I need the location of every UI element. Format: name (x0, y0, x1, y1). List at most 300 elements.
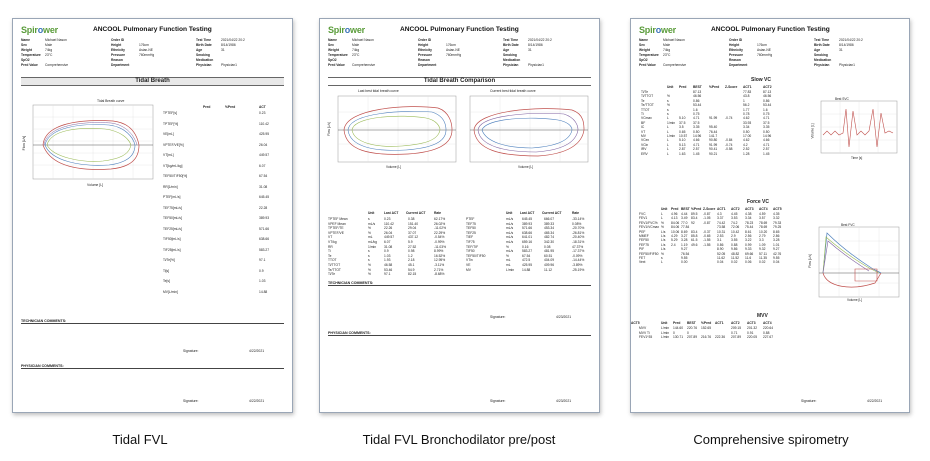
col-header: BEST (681, 207, 690, 211)
row-value: 14.88 (522, 267, 531, 272)
row-value: 67.54 (259, 174, 268, 178)
section-title: Tidal Breath (21, 77, 284, 86)
row-value: L/s (661, 234, 666, 238)
col-rate: Rate (434, 211, 442, 215)
row-value: 61.5 (691, 238, 698, 243)
row-value: 14.96 (693, 134, 702, 138)
col-header: Pred (671, 207, 679, 211)
row-label: MVV (639, 326, 647, 330)
row-value: 48.82 (731, 251, 740, 256)
row-value: 22.28 (259, 205, 268, 210)
caption-tidal-fvl: Tidal FVL (112, 432, 168, 447)
row-value: L (667, 147, 669, 152)
row-value: 151.40 (408, 221, 419, 226)
row-label: PTEF (466, 217, 475, 221)
row-value: L (667, 142, 669, 147)
row-value: mL (368, 235, 373, 240)
row-value: 83.4 (691, 229, 698, 234)
row-value: 8.69 (681, 229, 688, 234)
graph-y-label: Flow [L/s] (22, 135, 27, 151)
best-fvc-title: Best FVC (841, 223, 855, 227)
row-label: TIEF (466, 235, 474, 240)
row-value: s (368, 249, 370, 254)
row-value: 12.95% (434, 258, 446, 263)
row-label: MV (641, 134, 646, 138)
row-value: 4.59 (759, 212, 766, 216)
row-value: s (368, 253, 370, 258)
row-label: TPTEF[s] (163, 111, 177, 115)
row-value: s (661, 256, 663, 260)
best-fvc-graph (811, 221, 903, 309)
row-value: -14.44% (572, 258, 585, 263)
col-header: Z-Score (703, 207, 716, 211)
row-value: 449.57 (259, 153, 270, 157)
patient-header: Name Michael Nason Order ID Test Time 2021/04/22 20:2 Sex Male Height 176cm Birth Date 8/14/1986 Weight 74kg Ethnicity Asian-NE Age 31 Temperature 23°C Pressure 760mmHg Smoking SpO2 Reason Medication Pred Value Comprehensive Department Physician Physician1 (328, 38, 552, 67)
row-value: 465.34 (544, 230, 555, 235)
row-value: 571.66 (522, 226, 533, 231)
row-value: 79.25 (773, 225, 782, 230)
row-value: 425.95 (522, 263, 533, 267)
row-value: 209.15 (731, 326, 742, 330)
row-value: 97.1 (384, 272, 391, 277)
row-value: 1.01 (773, 242, 780, 247)
caption-comprehensive: Comprehensive spirometry (693, 432, 849, 447)
row-value: -0.74 (725, 116, 733, 121)
row-value: 62.17% (434, 217, 446, 221)
row-value: % (667, 103, 670, 108)
row-value: 583.27 (259, 247, 270, 252)
row-label: VT (328, 235, 333, 240)
col-header: ACT3 (745, 207, 754, 211)
row-value: 10.20 (759, 229, 768, 234)
row-value: mL (506, 263, 511, 267)
row-value: 52.05 (717, 251, 726, 256)
row-value: 42.76 (773, 251, 782, 256)
row-value: 1.09 (759, 242, 766, 247)
row-value: -3.89% (572, 263, 583, 267)
row-label: Ti/Te (328, 272, 336, 277)
row-value: 9.55 (681, 256, 688, 260)
row-value: 16.52% (434, 253, 446, 258)
technician-comments: TECHNICIAN COMMENTS: (328, 281, 591, 286)
row-value: -0.99% (434, 240, 445, 244)
col-header: %Pred (709, 85, 720, 89)
graph2-title: Current best tidal breath curve (490, 89, 536, 93)
row-value: L/min (506, 267, 515, 272)
slow-vc-title: Slow VC (751, 77, 772, 83)
row-label: Ti/Te[%] (163, 258, 175, 262)
signature-label: Signature: (490, 315, 506, 319)
row-label: VPTEF/VE[%] (163, 142, 184, 147)
col-header: ACT1 (743, 85, 752, 89)
col-header: ACT2 (731, 321, 740, 325)
row-value: 3.35 (763, 125, 770, 130)
row-value: 1.03 (259, 279, 266, 283)
row-value: 449.57 (384, 235, 395, 240)
col-header: Pred (679, 85, 687, 89)
row-value: 3.57 (759, 216, 766, 221)
row-value: mL/s (506, 230, 514, 235)
col-header: Unit (661, 321, 668, 325)
row-value: 14.88 (259, 289, 268, 294)
row-value: 645.45 (259, 195, 270, 199)
row-value: 0.08% (572, 221, 582, 226)
graph1-title: Last best tidal breath curve (358, 89, 399, 93)
row-value: 4.38 (745, 212, 752, 216)
graph2-x-label: Volume [L] (518, 165, 534, 169)
row-value: 3.5 (679, 125, 684, 130)
row-value: 2.71% (434, 267, 444, 272)
row-value: 8.65 (773, 229, 780, 234)
caption-bronchodilator: Tidal FVL Bronchodilator pre/post (362, 432, 556, 447)
fvc-x-label: Volume [L] (847, 298, 863, 302)
row-value: 409.96 (544, 263, 555, 267)
last-tidal-graph (328, 94, 460, 172)
row-value: 22.29% (434, 230, 446, 235)
row-value: 0.86 (693, 98, 700, 103)
row-label: FEV1*35 (639, 335, 653, 340)
row-value: 47.37% (572, 244, 584, 249)
row-value: -0.74 (725, 142, 733, 147)
col-header: ACT2 (763, 85, 772, 89)
signature-date: 4/22/2021 (867, 399, 883, 403)
col-header: Unit (667, 85, 674, 89)
row-value: 4.35 (773, 212, 780, 216)
row-value: 3.28 (773, 238, 780, 243)
row-value: 2.86 (773, 234, 780, 238)
row-value: 83.4 (691, 216, 698, 221)
row-value: 1.03 (384, 253, 391, 258)
row-value: 11.12 (544, 267, 553, 272)
row-value: 0.50 (693, 129, 700, 134)
row-value: 3.28 (681, 238, 688, 243)
row-label: VT (641, 129, 646, 134)
signature-label: Signature: (801, 399, 817, 403)
row-value: 216.76 (701, 335, 712, 340)
signature-date: 4/23/2021 (556, 315, 572, 319)
row-value: 49.6 (691, 242, 698, 247)
row-label: Te[s] (163, 279, 170, 283)
row-value: 0.02 (731, 260, 738, 265)
report-title: ANCOOL Pulmonary Function Testing (400, 26, 519, 33)
row-value: 4.71 (763, 142, 770, 147)
row-value: L/s (661, 247, 666, 252)
row-value: 46.56 (763, 94, 772, 99)
row-label: MMEF (639, 234, 649, 238)
row-label: VT/kg (328, 240, 337, 244)
row-value: 437.12 (408, 235, 419, 240)
signature-date-2: 4/23/2021 (556, 399, 572, 403)
row-label: Te (641, 98, 645, 103)
row-label: TTOT (328, 258, 337, 263)
row-value: mL/s (506, 249, 514, 254)
row-value: 1.45 (693, 151, 700, 156)
row-value: 2.57 (763, 147, 770, 152)
row-label: FEV1/VCmax (639, 225, 659, 230)
row-value: 3.53 (731, 216, 738, 221)
row-value: % (667, 94, 670, 99)
row-value: 87.13 (693, 90, 702, 94)
row-value: 17.00 (743, 134, 752, 138)
row-label: Te/TTOT (328, 267, 341, 272)
row-value: 8.90 (717, 247, 724, 252)
row-value: -20.40% (572, 235, 585, 240)
col-header: ACT4 (759, 207, 768, 211)
physician-comments: PHYSICIAN COMMENTS: (21, 364, 284, 369)
row-value: 481.95 (544, 249, 555, 254)
row-label: BF (641, 120, 646, 125)
row-value: 45.1 (408, 263, 415, 267)
row-value: 0.06 (745, 260, 752, 265)
row-value: 37.5 (693, 120, 700, 125)
best-svc-title: Best SVC (835, 97, 849, 101)
row-value: 0 (687, 330, 689, 335)
row-value: 26.02% (434, 221, 446, 226)
row-value: 10.42 (731, 229, 740, 234)
row-value: -1.55 (703, 238, 711, 243)
row-value: 11.62 (717, 256, 726, 260)
row-value: % (661, 251, 664, 256)
row-label: VE (466, 263, 471, 267)
row-value: 2.87 (679, 147, 686, 152)
row-value: 9.27 (681, 247, 688, 252)
row-value: 1.6 (763, 107, 768, 112)
col-header: Unit (661, 207, 668, 211)
row-value: 641.01 (522, 235, 533, 240)
row-value: s (368, 217, 370, 221)
row-value: 1.6 (693, 107, 698, 112)
row-value: 11.52 (731, 256, 740, 260)
row-value: 645.45 (522, 217, 533, 221)
row-value: 0.9 (259, 268, 264, 273)
signature-date: 4/22/2021 (249, 349, 265, 353)
row-value: 78.69 (759, 225, 768, 230)
row-value: 92 (691, 220, 695, 225)
col-current-act-r: Current ACT (542, 211, 562, 215)
row-value: 43.8 (743, 94, 750, 99)
row-value: 10.31 (717, 229, 726, 234)
col-header: ACT5 (773, 207, 782, 211)
row-value: 77.84 (681, 225, 690, 230)
row-value: 3.55 (731, 238, 738, 243)
row-value: 389.33 (544, 221, 555, 226)
row-value: 0.04 (717, 260, 724, 265)
row-value: 46.58 (384, 263, 393, 267)
row-label: TEF75 (466, 221, 476, 226)
row-value: L/min (661, 335, 670, 340)
row-value: % (506, 253, 509, 258)
row-value: -33.14% (572, 217, 585, 221)
row-value: -0.37 (703, 229, 711, 234)
row-label: Te (328, 253, 332, 258)
row-value: 1.77 (743, 107, 750, 112)
col-header: ACT4 (763, 321, 772, 325)
row-value: -0.84 (725, 138, 733, 143)
technician-comments: TECHNICIAN COMMENTS: (21, 319, 284, 324)
row-value: L (667, 116, 669, 121)
row-value: -17.37% (572, 249, 585, 254)
row-value: 0.23 (384, 217, 391, 221)
row-label: Ti (641, 112, 644, 116)
row-value: 5.10 (679, 138, 686, 143)
row-value: -8.68% (434, 272, 445, 277)
row-value: % (661, 225, 664, 230)
row-value: 638.66 (522, 230, 533, 235)
row-value: 22.26 (384, 226, 393, 231)
row-label: TPTEF Mean (328, 217, 348, 221)
row-value: 9.33 (745, 247, 752, 252)
row-value: 95.40 (709, 125, 718, 130)
row-label: TIF50 (466, 249, 475, 254)
col-rate-r: Rate (572, 211, 580, 215)
row-value: 220.05 (747, 335, 758, 340)
row-value: 4.71 (693, 116, 700, 121)
row-value: 425.95 (259, 132, 270, 136)
col-header: Pred (673, 321, 681, 325)
spirower-logo: Spirower (21, 25, 58, 35)
row-value: 404.09 (544, 258, 555, 263)
row-label: TIF50[mL/s] (163, 237, 181, 241)
row-value: 110.42 (259, 121, 269, 126)
row-value: 74.2 (731, 220, 738, 225)
row-value: % (661, 220, 664, 225)
row-value: s (667, 107, 669, 112)
force-vc-title: Force VC (747, 199, 769, 205)
row-value: 53.44 (693, 103, 702, 108)
row-value: 4.66 (763, 138, 770, 143)
row-value: 0.38 (408, 217, 415, 221)
row-value: -25.19% (572, 267, 585, 272)
row-value: L/min (661, 330, 670, 335)
spirower-logo: Spirower (328, 25, 365, 35)
row-label: VCin (641, 142, 649, 147)
patient-header: Name Michael Nason Order ID Test Time 2021/04/22 20:2 Sex Male Height 176cm Birth Date 8/14/1986 Weight 74kg Ethnicity Asian-NE Age 31 Temperature 23°C Pressure 760mmHg Smoking SpO2 Reason Medication Pred Value Comprehensive Department Physician Physician1 (21, 38, 245, 67)
row-value: 5.9 (408, 240, 413, 244)
row-label: Te/TTOT (641, 103, 654, 108)
row-value: 76.44 (709, 129, 718, 134)
row-value: % (368, 272, 371, 277)
svc-x-label: Time [s] (851, 156, 863, 160)
row-value: 1/min (368, 244, 377, 249)
row-value: -0.87 (703, 212, 711, 216)
section-title: Tidal Breath Comparison (328, 77, 591, 86)
row-label: VPEF Mean (328, 221, 346, 226)
row-value: L (667, 129, 669, 134)
row-value: 31.08 (259, 184, 268, 189)
row-label: IRV (641, 147, 647, 152)
col-header: %Pred (691, 207, 702, 211)
row-label: RR (328, 244, 333, 249)
row-label: MV[L/min] (163, 289, 178, 294)
row-label: TIF75 (466, 240, 475, 244)
row-label: PEF (639, 229, 646, 234)
row-value: mL/s (506, 221, 514, 226)
row-value: 27.52 (408, 244, 417, 249)
row-value: 0.23 (259, 111, 266, 115)
row-value: -20.70% (572, 226, 585, 231)
row-value: 0.9 (384, 249, 389, 254)
row-value: L/min (667, 134, 676, 138)
row-value: L/s (661, 229, 666, 234)
row-value: s (667, 112, 669, 116)
row-value: 53.46 (384, 267, 393, 272)
row-value: L (667, 138, 669, 143)
row-value: mL/s (506, 235, 514, 240)
row-label: MV (466, 267, 471, 272)
graph-title: Tidal Breath curve (97, 99, 125, 103)
row-label: VCmax (641, 116, 652, 121)
row-value: 482.74 (544, 235, 555, 240)
row-value: -1.05 (703, 216, 711, 221)
row-value: 2.53 (717, 234, 724, 238)
row-value: mL/kg (368, 240, 377, 244)
row-label: MVV Ti (639, 330, 650, 335)
row-label: TPTEF/TE (328, 226, 344, 231)
col-act: ACT (259, 105, 266, 109)
row-value: 75.44 (745, 225, 754, 230)
row-value: 141.7 (709, 134, 718, 138)
col-unit-r: Unit (506, 211, 513, 215)
col-header: BEST (693, 85, 702, 89)
row-label: TEF/TIF (466, 244, 479, 249)
row-label: FEF50 (639, 238, 649, 243)
row-value: 84.06 (671, 220, 680, 225)
row-label: TEF50/TIF50[%] (163, 174, 188, 178)
row-value: 0.91 (747, 330, 754, 335)
svc-y-label: Volume [L] (810, 123, 815, 139)
row-value: 26.04 (259, 142, 268, 147)
row-value: 3.32 (773, 216, 780, 221)
row-value: 26.04 (384, 230, 393, 235)
row-value: 0.75 (763, 112, 770, 116)
patient-header: Name Michael Nason Order ID Test Time 2021/04/22 20:2 Sex Male Height 176cm Birth Date 8/14/1986 Weight 74kg Ethnicity Asian-NE Age 31 Temperature 23°C Pressure 760mmHg Smoking SpO2 Reason Medication Pred Value Comprehensive Department Physician Physician1 (639, 38, 863, 67)
row-value: 1.19 (681, 242, 688, 247)
col-header: ACT1 (717, 207, 726, 211)
row-value: 3.1 (717, 238, 722, 243)
row-value: 91.99 (709, 142, 718, 147)
row-label: FEV1/FVC% (639, 220, 658, 225)
row-value: L (661, 216, 663, 221)
row-value: 4.96 (671, 212, 678, 216)
signature-label: Signature: (183, 349, 199, 353)
report-comprehensive-spirometry (630, 18, 910, 413)
row-value: 77.0 (681, 220, 688, 225)
row-value: 3.27 (681, 234, 688, 238)
col-header: ACT5 (631, 321, 640, 325)
row-value: 659.16 (522, 240, 533, 244)
col-unit: Unit (368, 211, 375, 215)
row-value: 342.30 (544, 240, 555, 244)
col-last-act: Last ACT (384, 211, 399, 215)
row-value: 8.61 (745, 229, 752, 234)
row-value: 2.57 (693, 147, 700, 152)
row-value: 5.29 (671, 238, 678, 243)
row-value: 207.89 (731, 335, 742, 340)
row-value: 9.55 (773, 256, 780, 260)
row-value: mL (506, 258, 511, 263)
report-title: ANCOOL Pulmonary Function Testing (711, 26, 830, 33)
row-value: 472.5 (522, 258, 531, 263)
row-value: L/s (661, 242, 666, 247)
row-label: TEF25 (466, 230, 476, 235)
row-value: 0.08 (544, 244, 551, 249)
col-pct-pred: %Pred (225, 105, 236, 109)
row-value: 144.60 (673, 326, 684, 330)
row-value: 3.34 (743, 125, 750, 130)
row-label: ERV (641, 151, 648, 156)
row-value: 207.89 (687, 335, 698, 340)
row-value: 1.63 (679, 151, 686, 156)
